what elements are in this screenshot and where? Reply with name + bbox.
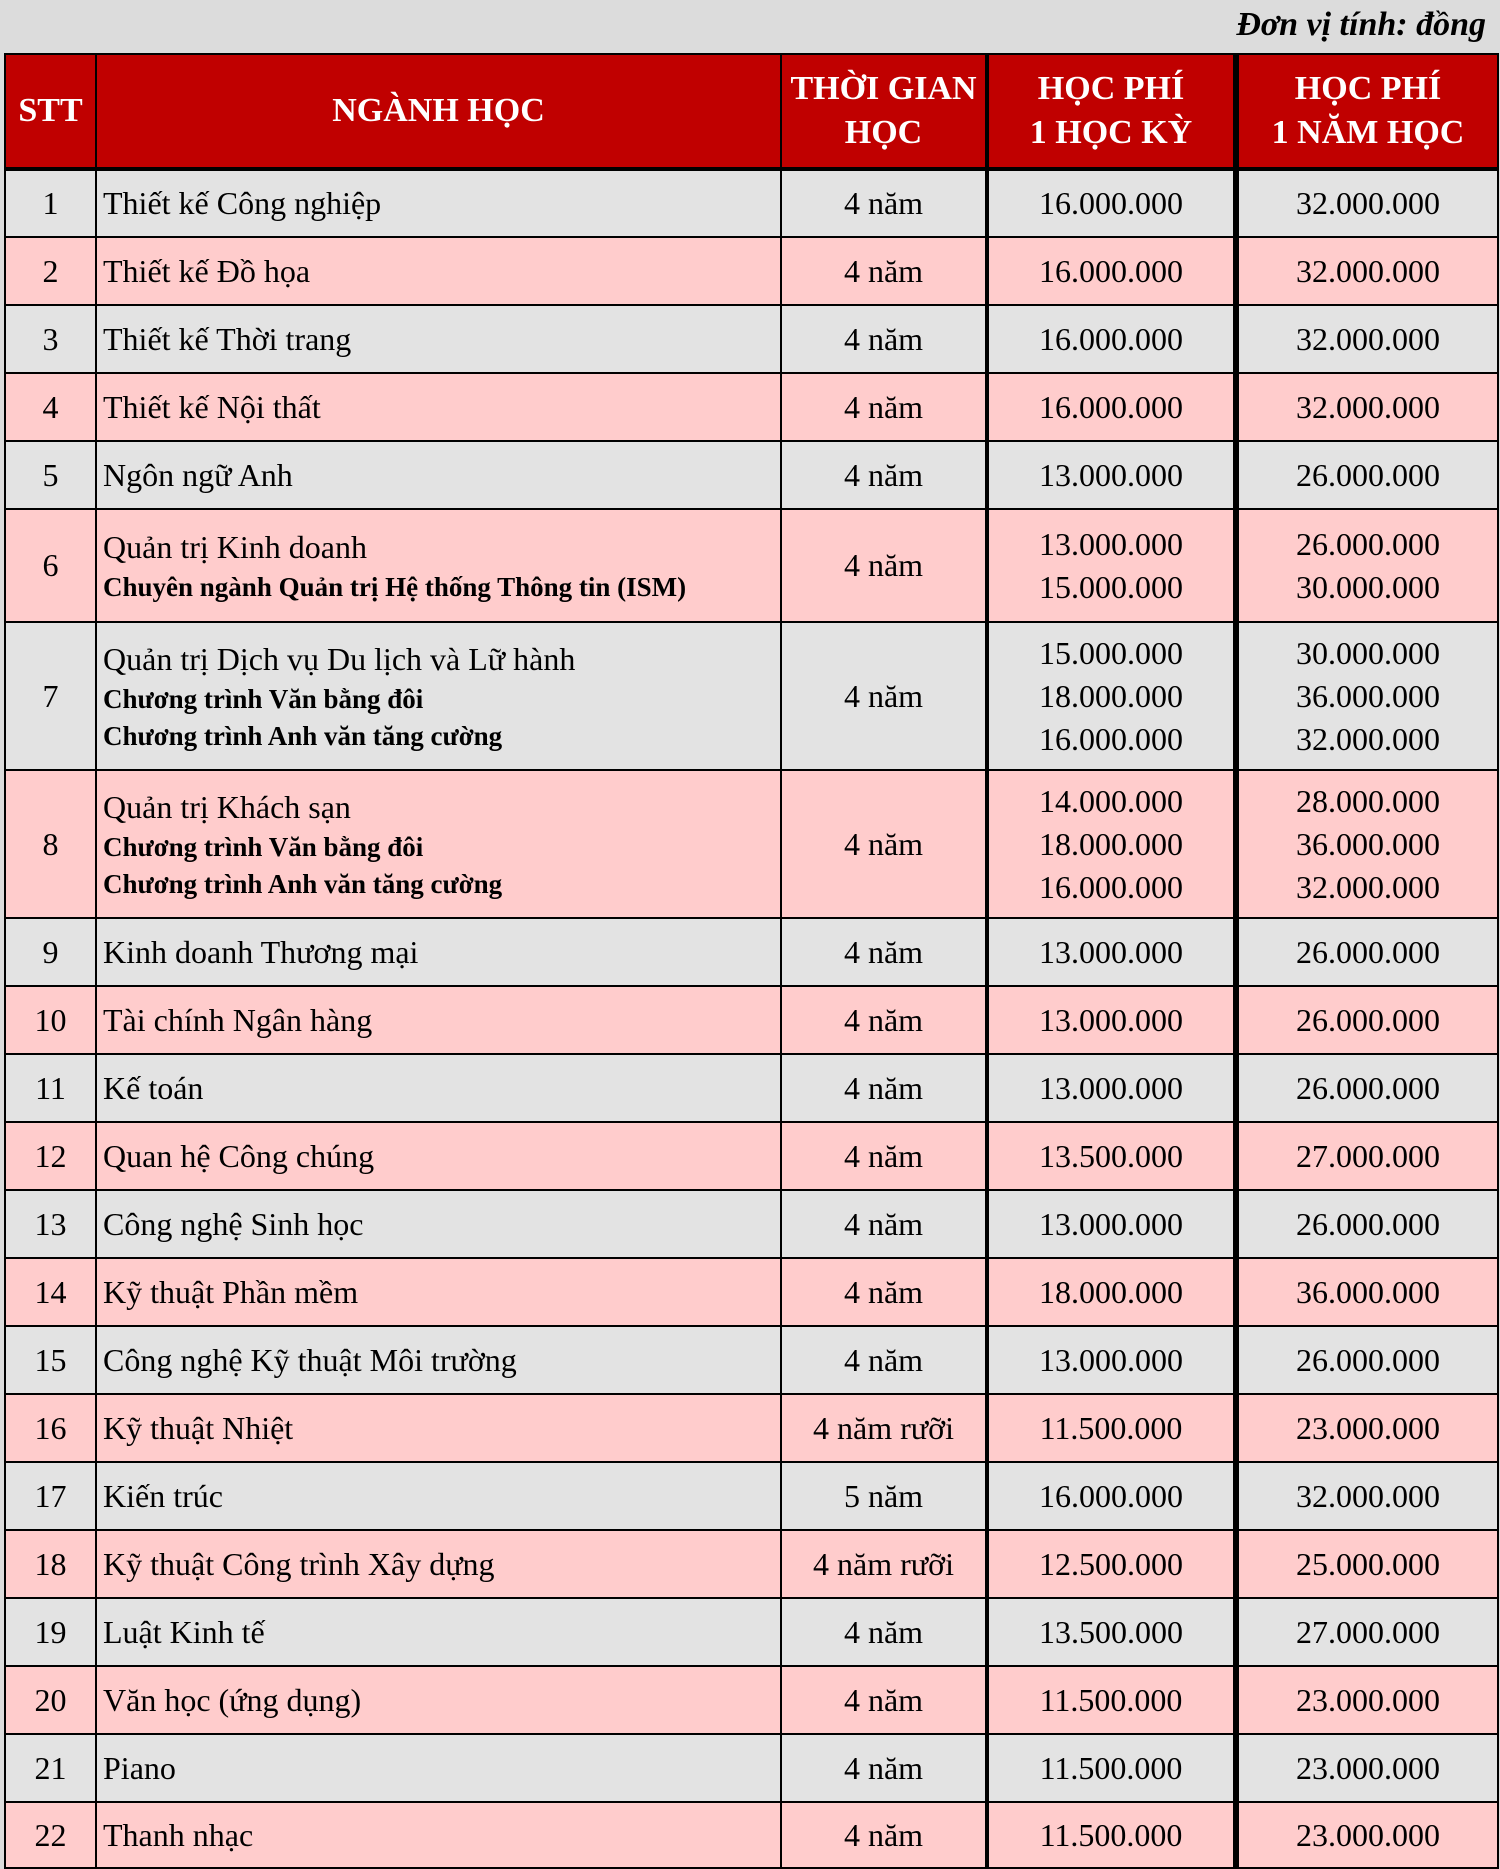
row-program [96, 1190, 781, 1258]
row-program [96, 1462, 781, 1530]
table-row [5, 918, 1498, 986]
row-program [96, 509, 781, 622]
row-program [96, 1598, 781, 1666]
semester-fee-value: 13.000.000 [1039, 525, 1183, 562]
row-year-fee [1236, 1462, 1498, 1530]
semester-fee-value: 13.000.000 [1039, 1205, 1183, 1242]
semester-fee-value: 14.000.000 [1039, 782, 1183, 819]
row-stt: 16 [5, 1394, 96, 1462]
row-stt: 17 [5, 1462, 96, 1530]
row-year-fee [1236, 305, 1498, 373]
semester-fee-value: 13.000.000 [1039, 1001, 1183, 1038]
row-semester-fee [987, 1054, 1236, 1122]
table-row [5, 1666, 1498, 1734]
semester-fee-value: 16.000.000 [1039, 320, 1183, 357]
row-program [96, 1122, 781, 1190]
row-duration: 4 năm [781, 770, 987, 918]
row-duration: 4 năm [781, 986, 987, 1054]
year-fee-value: 25.000.000 [1296, 1545, 1440, 1582]
year-fee-value: 36.000.000 [1296, 677, 1440, 714]
row-program [96, 1734, 781, 1802]
row-year-fee [1236, 169, 1498, 237]
year-fee-value: 28.000.000 [1296, 782, 1440, 819]
row-semester-fee [987, 1190, 1236, 1258]
year-fee-value: 27.000.000 [1296, 1613, 1440, 1650]
row-duration: 4 năm [781, 305, 987, 373]
row-stt: 18 [5, 1530, 96, 1598]
row-program [96, 1258, 781, 1326]
table-header [5, 54, 1498, 169]
header-duration [781, 54, 987, 169]
year-fee-value: 26.000.000 [1296, 1341, 1440, 1378]
row-semester-fee [987, 1326, 1236, 1394]
year-fee-value: 23.000.000 [1296, 1749, 1440, 1786]
row-program [96, 305, 781, 373]
row-duration: 4 năm [781, 1326, 987, 1394]
table-row [5, 1054, 1498, 1122]
header-duration-line1: THỜI GIAN [790, 70, 977, 107]
semester-fee-value: 16.000.000 [1039, 252, 1183, 289]
program-name: Thiết kế Đồ họa [103, 252, 311, 289]
year-fee-value: 26.000.000 [1296, 525, 1440, 562]
row-year-fee [1236, 1734, 1498, 1802]
row-semester-fee [987, 1258, 1236, 1326]
row-stt: 14 [5, 1258, 96, 1326]
year-fee-value: 27.000.000 [1296, 1137, 1440, 1174]
program-name: Thiết kế Nội thất [103, 388, 321, 425]
row-year-fee [1236, 770, 1498, 918]
program-subtrack: Chương trình Anh văn tăng cường [103, 868, 503, 899]
row-year-fee [1236, 1530, 1498, 1598]
row-stt: 2 [5, 237, 96, 305]
table-row [5, 1530, 1498, 1598]
semester-fee-value: 18.000.000 [1039, 677, 1183, 714]
row-stt: 20 [5, 1666, 96, 1734]
program-subtrack: Chương trình Văn bằng đôi [103, 831, 424, 862]
semester-fee-value: 18.000.000 [1039, 825, 1183, 862]
row-duration: 4 năm [781, 1666, 987, 1734]
row-duration: 4 năm rưỡi [781, 1530, 987, 1598]
year-fee-value: 32.000.000 [1296, 720, 1440, 757]
row-semester-fee [987, 986, 1236, 1054]
year-fee-value: 36.000.000 [1296, 825, 1440, 862]
year-fee-value: 30.000.000 [1296, 634, 1440, 671]
header-semester-line2: 1 HỌC KỲ [1029, 114, 1193, 151]
row-program [96, 373, 781, 441]
row-program [96, 1054, 781, 1122]
row-year-fee [1236, 918, 1498, 986]
year-fee-value: 23.000.000 [1296, 1681, 1440, 1718]
row-stt: 19 [5, 1598, 96, 1666]
program-name: Kế toán [103, 1069, 204, 1106]
row-year-fee [1236, 1666, 1498, 1734]
semester-fee-value: 11.500.000 [1039, 1681, 1183, 1718]
row-duration: 4 năm [781, 918, 987, 986]
year-fee-value: 23.000.000 [1296, 1816, 1440, 1853]
table-row [5, 986, 1498, 1054]
row-semester-fee [987, 770, 1236, 918]
header-semester-line1: HỌC PHÍ [1037, 70, 1185, 107]
header-stt: STT [5, 54, 96, 169]
year-fee-value: 23.000.000 [1296, 1409, 1440, 1446]
row-year-fee [1236, 1802, 1498, 1868]
row-duration: 4 năm [781, 373, 987, 441]
row-program [96, 1326, 781, 1394]
row-program [96, 169, 781, 237]
table-row [5, 1258, 1498, 1326]
program-name: Thiết kế Thời trang [103, 320, 352, 357]
semester-fee-value: 11.500.000 [1039, 1749, 1183, 1786]
row-stt: 10 [5, 986, 96, 1054]
program-subtrack: Chuyên ngành Quản trị Hệ thống Thông tin (ISM) [103, 571, 687, 602]
row-stt: 11 [5, 1054, 96, 1122]
row-program [96, 770, 781, 918]
program-name: Công nghệ Sinh học [103, 1205, 364, 1242]
semester-fee-value: 13.500.000 [1039, 1137, 1183, 1174]
row-duration: 4 năm [781, 1734, 987, 1802]
semester-fee-value: 16.000.000 [1039, 185, 1183, 221]
table-body [5, 169, 1498, 1868]
year-fee-value: 26.000.000 [1296, 1205, 1440, 1242]
table-row [5, 1734, 1498, 1802]
program-name: Quản trị Kinh doanh [103, 528, 367, 565]
semester-fee-value: 11.500.000 [1039, 1409, 1183, 1446]
semester-fee-value: 16.000.000 [1039, 868, 1183, 905]
table-row [5, 441, 1498, 509]
row-year-fee [1236, 441, 1498, 509]
row-duration: 4 năm [781, 237, 987, 305]
row-duration: 4 năm [781, 169, 987, 237]
header-row [5, 54, 1498, 169]
program-name: Quản trị Khách sạn [103, 788, 351, 825]
row-year-fee [1236, 622, 1498, 770]
row-stt: 5 [5, 441, 96, 509]
row-stt: 9 [5, 918, 96, 986]
table-row [5, 1598, 1498, 1666]
semester-fee-value: 13.000.000 [1039, 1069, 1183, 1106]
row-stt: 8 [5, 770, 96, 918]
header-year-line2: 1 NĂM HỌC [1271, 114, 1465, 151]
table-row [5, 770, 1498, 918]
program-name: Thanh nhạc [103, 1816, 254, 1853]
row-semester-fee [987, 237, 1236, 305]
row-duration: 4 năm [781, 1122, 987, 1190]
program-name: Piano [103, 1749, 176, 1786]
table-row [5, 169, 1498, 237]
header-program: NGÀNH HỌC [96, 54, 781, 169]
table-row [5, 237, 1498, 305]
row-stt: 15 [5, 1326, 96, 1394]
program-subtrack: Chương trình Anh văn tăng cường [103, 720, 503, 751]
row-semester-fee [987, 1530, 1236, 1598]
semester-fee-value: 13.500.000 [1039, 1613, 1183, 1650]
table-row [5, 1122, 1498, 1190]
year-fee-value: 30.000.000 [1296, 568, 1440, 605]
row-year-fee [1236, 1190, 1498, 1258]
row-semester-fee [987, 918, 1236, 986]
program-name: Kiến trúc [103, 1477, 223, 1514]
table-row [5, 1802, 1498, 1868]
row-year-fee [1236, 1258, 1498, 1326]
row-stt: 21 [5, 1734, 96, 1802]
row-year-fee [1236, 1122, 1498, 1190]
row-semester-fee [987, 373, 1236, 441]
semester-fee-value: 15.000.000 [1039, 568, 1183, 605]
table-row [5, 622, 1498, 770]
row-program [96, 237, 781, 305]
row-year-fee [1236, 1394, 1498, 1462]
row-program [96, 918, 781, 986]
row-semester-fee [987, 1802, 1236, 1868]
row-program [96, 986, 781, 1054]
row-stt: 22 [5, 1802, 96, 1868]
program-name: Kinh doanh Thương mại [103, 933, 419, 970]
year-fee-value: 26.000.000 [1296, 456, 1440, 493]
program-name: Quản trị Dịch vụ Du lịch và Lữ hành [103, 640, 576, 677]
semester-fee-value: 16.000.000 [1039, 1477, 1183, 1514]
row-year-fee [1236, 1054, 1498, 1122]
row-semester-fee [987, 305, 1236, 373]
year-fee-value: 32.000.000 [1296, 868, 1440, 905]
semester-fee-value: 13.000.000 [1039, 456, 1183, 493]
row-year-fee [1236, 1326, 1498, 1394]
row-semester-fee [987, 441, 1236, 509]
tuition-table [4, 53, 1499, 1869]
row-stt: 7 [5, 622, 96, 770]
row-program [96, 441, 781, 509]
semester-fee-value: 11.500.000 [1039, 1816, 1183, 1853]
table-row [5, 373, 1498, 441]
row-duration: 5 năm [781, 1462, 987, 1530]
row-duration: 4 năm [781, 622, 987, 770]
row-program [96, 1666, 781, 1734]
program-name: Kỹ thuật Công trình Xây dựng [103, 1545, 495, 1582]
semester-fee-value: 16.000.000 [1039, 388, 1183, 425]
year-fee-value: 26.000.000 [1296, 1001, 1440, 1038]
row-semester-fee [987, 1122, 1236, 1190]
year-fee-value: 26.000.000 [1296, 1069, 1440, 1106]
program-name: Tài chính Ngân hàng [103, 1001, 373, 1038]
table-row [5, 1394, 1498, 1462]
unit-note: Đơn vị tính: đồng [1236, 6, 1486, 43]
row-stt: 13 [5, 1190, 96, 1258]
row-year-fee [1236, 986, 1498, 1054]
program-name: Luật Kinh tế [103, 1613, 265, 1650]
header-year-fee [1236, 54, 1498, 169]
program-name: Kỹ thuật Phần mềm [103, 1273, 359, 1310]
row-year-fee [1236, 237, 1498, 305]
program-subtrack: Chương trình Văn bằng đôi [103, 683, 424, 714]
semester-fee-value: 15.000.000 [1039, 634, 1183, 671]
year-fee-value: 32.000.000 [1296, 185, 1440, 221]
row-duration: 4 năm [781, 1054, 987, 1122]
row-semester-fee [987, 169, 1236, 237]
year-fee-value: 32.000.000 [1296, 1477, 1440, 1514]
row-stt: 4 [5, 373, 96, 441]
header-year-line1: HỌC PHÍ [1294, 70, 1442, 107]
row-duration: 4 năm [781, 509, 987, 622]
table-row [5, 509, 1498, 622]
row-semester-fee [987, 1666, 1236, 1734]
year-fee-value: 32.000.000 [1296, 252, 1440, 289]
row-program [96, 1394, 781, 1462]
row-program [96, 1802, 781, 1868]
row-program [96, 1530, 781, 1598]
row-duration: 4 năm [781, 1190, 987, 1258]
program-name: Quan hệ Công chúng [103, 1137, 375, 1174]
semester-fee-value: 13.000.000 [1039, 933, 1183, 970]
semester-fee-value: 12.500.000 [1039, 1545, 1183, 1582]
row-stt: 6 [5, 509, 96, 622]
row-stt: 12 [5, 1122, 96, 1190]
row-semester-fee [987, 622, 1236, 770]
row-stt: 1 [5, 169, 96, 237]
row-duration: 4 năm rưỡi [781, 1394, 987, 1462]
row-semester-fee [987, 1734, 1236, 1802]
row-semester-fee [987, 1598, 1236, 1666]
year-fee-value: 32.000.000 [1296, 388, 1440, 425]
program-name: Ngôn ngữ Anh [103, 456, 293, 493]
program-name: Thiết kế Công nghiệp [103, 185, 382, 221]
table-row [5, 305, 1498, 373]
semester-fee-value: 16.000.000 [1039, 720, 1183, 757]
year-fee-value: 32.000.000 [1296, 320, 1440, 357]
row-semester-fee [987, 509, 1236, 622]
row-stt: 3 [5, 305, 96, 373]
row-duration: 4 năm [781, 441, 987, 509]
table-row [5, 1190, 1498, 1258]
program-name: Văn học (ứng dụng) [103, 1681, 362, 1718]
table-row [5, 1462, 1498, 1530]
row-year-fee [1236, 509, 1498, 622]
row-semester-fee [987, 1394, 1236, 1462]
semester-fee-value: 13.000.000 [1039, 1341, 1183, 1378]
row-duration: 4 năm [781, 1598, 987, 1666]
row-semester-fee [987, 1462, 1236, 1530]
year-fee-value: 26.000.000 [1296, 933, 1440, 970]
program-name: Công nghệ Kỹ thuật Môi trường [103, 1341, 517, 1378]
year-fee-value: 36.000.000 [1296, 1273, 1440, 1310]
semester-fee-value: 18.000.000 [1039, 1273, 1183, 1310]
header-duration-line2: HỌC [844, 114, 923, 151]
row-duration: 4 năm [781, 1258, 987, 1326]
program-name: Kỹ thuật Nhiệt [103, 1409, 294, 1446]
row-program [96, 622, 781, 770]
header-semester-fee [987, 54, 1236, 169]
row-year-fee [1236, 373, 1498, 441]
row-year-fee [1236, 1598, 1498, 1666]
table-row [5, 1326, 1498, 1394]
row-duration: 4 năm [781, 1802, 987, 1868]
